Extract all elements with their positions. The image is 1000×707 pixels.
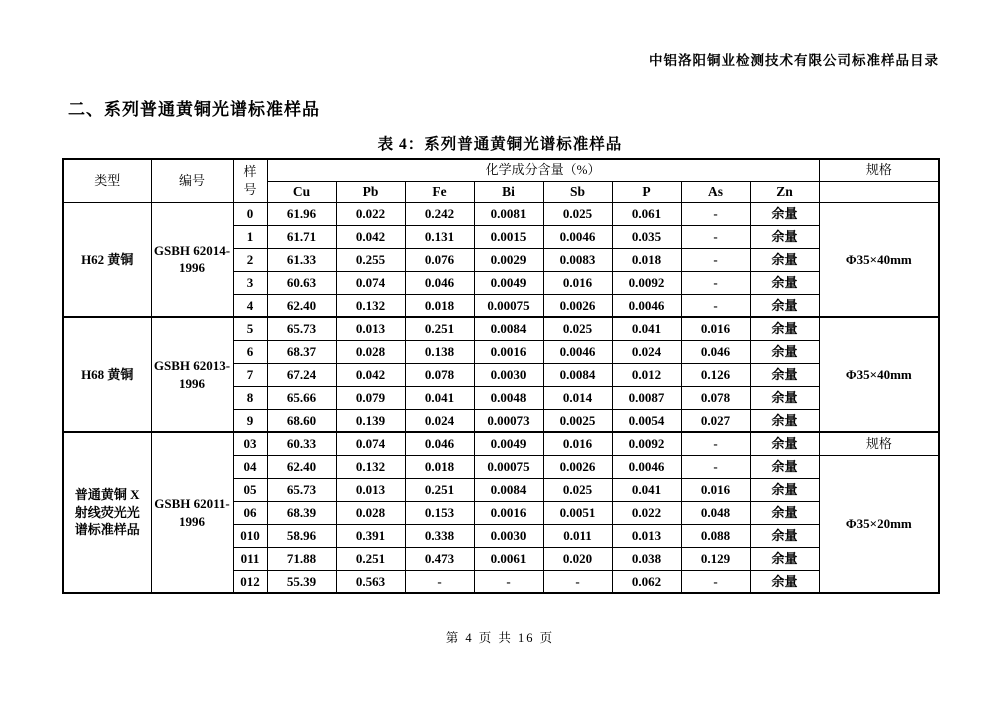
- table-body: [63, 202, 939, 593]
- value-cell: 0.0061: [474, 547, 543, 570]
- value-cell: 0.0046: [543, 340, 612, 363]
- sample-no-cell: 011: [233, 547, 267, 570]
- type-cell: H62 黄铜: [63, 202, 151, 317]
- value-cell: 0.251: [336, 547, 405, 570]
- value-cell: 0.046: [405, 271, 474, 294]
- value-cell: 0.048: [681, 501, 750, 524]
- value-cell: 0.076: [405, 248, 474, 271]
- value-cell: -: [681, 455, 750, 478]
- value-cell: 68.39: [267, 501, 336, 524]
- value-cell: 0.018: [405, 294, 474, 317]
- value-cell: 0.0026: [543, 294, 612, 317]
- value-cell: 0.041: [405, 386, 474, 409]
- value-cell: 0.473: [405, 547, 474, 570]
- value-cell: 0.074: [336, 271, 405, 294]
- value-cell: 68.60: [267, 409, 336, 432]
- value-cell: 0.338: [405, 524, 474, 547]
- value-cell: 0.024: [405, 409, 474, 432]
- value-cell: 0.0026: [543, 455, 612, 478]
- col-header-type: 类型: [63, 159, 151, 202]
- value-cell: 0.042: [336, 225, 405, 248]
- value-cell: 0.028: [336, 340, 405, 363]
- value-cell: 0.016: [681, 317, 750, 340]
- code-cell: GSBH 62013-1996: [151, 317, 233, 432]
- value-cell: 65.73: [267, 478, 336, 501]
- value-cell: 0.024: [612, 340, 681, 363]
- value-cell: 0.0092: [612, 271, 681, 294]
- value-cell: 0.013: [336, 317, 405, 340]
- header-row: [63, 159, 939, 181]
- value-cell: 0.129: [681, 547, 750, 570]
- table-title: 表 4：系列普通黄铜光谱标准样品: [377, 136, 623, 153]
- page-number: 第 4 页 共 16 页: [445, 631, 555, 645]
- value-cell: 0.251: [405, 478, 474, 501]
- value-cell: 65.73: [267, 317, 336, 340]
- col-header-element-fe: Fe: [405, 181, 474, 202]
- table-row: [63, 317, 939, 340]
- col-header-element-p: P: [612, 181, 681, 202]
- type-cell: H68 黄铜: [63, 317, 151, 432]
- value-cell: 0.255: [336, 248, 405, 271]
- value-cell: 0.025: [543, 202, 612, 225]
- col-header-code: 编号: [151, 159, 233, 202]
- value-cell: 0.016: [543, 432, 612, 455]
- value-cell: 余量: [750, 248, 819, 271]
- sample-table: [62, 158, 940, 594]
- sample-no-cell: 06: [233, 501, 267, 524]
- value-cell: 0.0084: [474, 478, 543, 501]
- value-cell: 0.0029: [474, 248, 543, 271]
- value-cell: 0.022: [336, 202, 405, 225]
- value-cell: 余量: [750, 202, 819, 225]
- value-cell: 0.0049: [474, 271, 543, 294]
- value-cell: -: [681, 570, 750, 593]
- value-cell: -: [681, 294, 750, 317]
- value-cell: 65.66: [267, 386, 336, 409]
- value-cell: 0.062: [612, 570, 681, 593]
- value-cell: -: [681, 271, 750, 294]
- value-cell: 0.013: [336, 478, 405, 501]
- value-cell: 0.0025: [543, 409, 612, 432]
- value-cell: 0.0084: [474, 317, 543, 340]
- sample-no-cell: 2: [233, 248, 267, 271]
- value-cell: 0.013: [612, 524, 681, 547]
- spec-empty-cell: [819, 181, 939, 202]
- value-cell: 0.0030: [474, 363, 543, 386]
- value-cell: 余量: [750, 317, 819, 340]
- col-header-composition: 化学成分含量（%）: [267, 159, 819, 181]
- value-cell: 余量: [750, 225, 819, 248]
- value-cell: 61.71: [267, 225, 336, 248]
- value-cell: 0.016: [543, 271, 612, 294]
- sample-no-cell: 1: [233, 225, 267, 248]
- sample-no-cell: 03: [233, 432, 267, 455]
- value-cell: 0.022: [612, 501, 681, 524]
- value-cell: 0.0046: [612, 455, 681, 478]
- col-header-element-cu: Cu: [267, 181, 336, 202]
- sample-no-cell: 012: [233, 570, 267, 593]
- value-cell: 0.0054: [612, 409, 681, 432]
- spec-label-cell: 规格: [819, 432, 939, 455]
- value-cell: 0.011: [543, 524, 612, 547]
- value-cell: 0.035: [612, 225, 681, 248]
- value-cell: 余量: [750, 455, 819, 478]
- value-cell: 0.025: [543, 317, 612, 340]
- value-cell: 余量: [750, 340, 819, 363]
- value-cell: 0.018: [612, 248, 681, 271]
- value-cell: 0.139: [336, 409, 405, 432]
- value-cell: 余量: [750, 570, 819, 593]
- value-cell: 0.0046: [612, 294, 681, 317]
- value-cell: 0.061: [612, 202, 681, 225]
- value-cell: 55.39: [267, 570, 336, 593]
- sample-no-cell: 7: [233, 363, 267, 386]
- value-cell: -: [681, 248, 750, 271]
- value-cell: 0.0015: [474, 225, 543, 248]
- sample-no-cell: 5: [233, 317, 267, 340]
- value-cell: 67.24: [267, 363, 336, 386]
- value-cell: 余量: [750, 524, 819, 547]
- value-cell: 0.0051: [543, 501, 612, 524]
- value-cell: 0.0083: [543, 248, 612, 271]
- value-cell: 0.018: [405, 455, 474, 478]
- value-cell: -: [543, 570, 612, 593]
- sample-no-cell: 3: [233, 271, 267, 294]
- sample-no-cell: 8: [233, 386, 267, 409]
- value-cell: 0.042: [336, 363, 405, 386]
- value-cell: 0.012: [612, 363, 681, 386]
- value-cell: 0.078: [405, 363, 474, 386]
- value-cell: 0.242: [405, 202, 474, 225]
- value-cell: 0.088: [681, 524, 750, 547]
- value-cell: 0.138: [405, 340, 474, 363]
- value-cell: -: [474, 570, 543, 593]
- value-cell: 0.074: [336, 432, 405, 455]
- code-cell: GSBH 62011-1996: [151, 432, 233, 593]
- col-header-element-as: As: [681, 181, 750, 202]
- value-cell: 余量: [750, 294, 819, 317]
- value-cell: 0.046: [681, 340, 750, 363]
- value-cell: 0.014: [543, 386, 612, 409]
- value-cell: 0.00075: [474, 455, 543, 478]
- value-cell: 0.0016: [474, 501, 543, 524]
- value-cell: 61.33: [267, 248, 336, 271]
- value-cell: -: [681, 432, 750, 455]
- value-cell: -: [681, 202, 750, 225]
- value-cell: 0.020: [543, 547, 612, 570]
- sample-no-cell: 010: [233, 524, 267, 547]
- value-cell: 余量: [750, 409, 819, 432]
- value-cell: 62.40: [267, 294, 336, 317]
- value-cell: 60.33: [267, 432, 336, 455]
- value-cell: 0.132: [336, 294, 405, 317]
- value-cell: 0.0049: [474, 432, 543, 455]
- value-cell: 余量: [750, 432, 819, 455]
- value-cell: 0.016: [681, 478, 750, 501]
- sample-no-cell: 05: [233, 478, 267, 501]
- code-cell: GSBH 62014-1996: [151, 202, 233, 317]
- value-cell: 0.0087: [612, 386, 681, 409]
- value-cell: 0.079: [336, 386, 405, 409]
- table-row: [63, 202, 939, 225]
- page-header-text: 中铝洛阳铜业检测技术有限公司标准样品目录: [649, 53, 939, 68]
- value-cell: 0.126: [681, 363, 750, 386]
- col-header-spec: 规格: [819, 159, 939, 181]
- value-cell: 0.0048: [474, 386, 543, 409]
- sample-no-cell: 6: [233, 340, 267, 363]
- spec-cell: Φ35×20mm: [819, 455, 939, 593]
- value-cell: -: [405, 570, 474, 593]
- value-cell: 0.00073: [474, 409, 543, 432]
- value-cell: 68.37: [267, 340, 336, 363]
- value-cell: 61.96: [267, 202, 336, 225]
- type-cell: 普通黄铜 X 射线荧光光谱标准样品: [63, 432, 151, 593]
- col-header-element-pb: Pb: [336, 181, 405, 202]
- value-cell: 58.96: [267, 524, 336, 547]
- value-cell: 余量: [750, 271, 819, 294]
- value-cell: 0.0092: [612, 432, 681, 455]
- value-cell: 余量: [750, 363, 819, 386]
- value-cell: 0.027: [681, 409, 750, 432]
- value-cell: 0.563: [336, 570, 405, 593]
- section-heading: 二、系列普通黄铜光谱标准样品: [68, 100, 320, 119]
- sample-no-cell: 04: [233, 455, 267, 478]
- spec-cell: Φ35×40mm: [819, 202, 939, 317]
- value-cell: -: [681, 225, 750, 248]
- value-cell: 0.078: [681, 386, 750, 409]
- value-cell: 0.025: [543, 478, 612, 501]
- value-cell: 0.0084: [543, 363, 612, 386]
- value-cell: 71.88: [267, 547, 336, 570]
- sample-no-cell: 4: [233, 294, 267, 317]
- value-cell: 0.251: [405, 317, 474, 340]
- value-cell: 0.131: [405, 225, 474, 248]
- value-cell: 0.391: [336, 524, 405, 547]
- sample-no-cell: 9: [233, 409, 267, 432]
- sample-no-cell: 0: [233, 202, 267, 225]
- table-header: [63, 159, 939, 202]
- value-cell: 0.046: [405, 432, 474, 455]
- value-cell: 0.153: [405, 501, 474, 524]
- value-cell: 60.63: [267, 271, 336, 294]
- value-cell: 0.00075: [474, 294, 543, 317]
- spec-cell: Φ35×40mm: [819, 317, 939, 432]
- value-cell: 0.028: [336, 501, 405, 524]
- value-cell: 62.40: [267, 455, 336, 478]
- col-header-element-sb: Sb: [543, 181, 612, 202]
- value-cell: 0.132: [336, 455, 405, 478]
- value-cell: 0.038: [612, 547, 681, 570]
- value-cell: 余量: [750, 547, 819, 570]
- value-cell: 余量: [750, 386, 819, 409]
- col-header-sample-no: 样号: [233, 159, 267, 202]
- value-cell: 余量: [750, 478, 819, 501]
- value-cell: 余量: [750, 501, 819, 524]
- value-cell: 0.041: [612, 478, 681, 501]
- value-cell: 0.0016: [474, 340, 543, 363]
- col-header-element-zn: Zn: [750, 181, 819, 202]
- table-row: [63, 432, 939, 455]
- value-cell: 0.0046: [543, 225, 612, 248]
- value-cell: 0.0081: [474, 202, 543, 225]
- col-header-element-bi: Bi: [474, 181, 543, 202]
- value-cell: 0.041: [612, 317, 681, 340]
- value-cell: 0.0030: [474, 524, 543, 547]
